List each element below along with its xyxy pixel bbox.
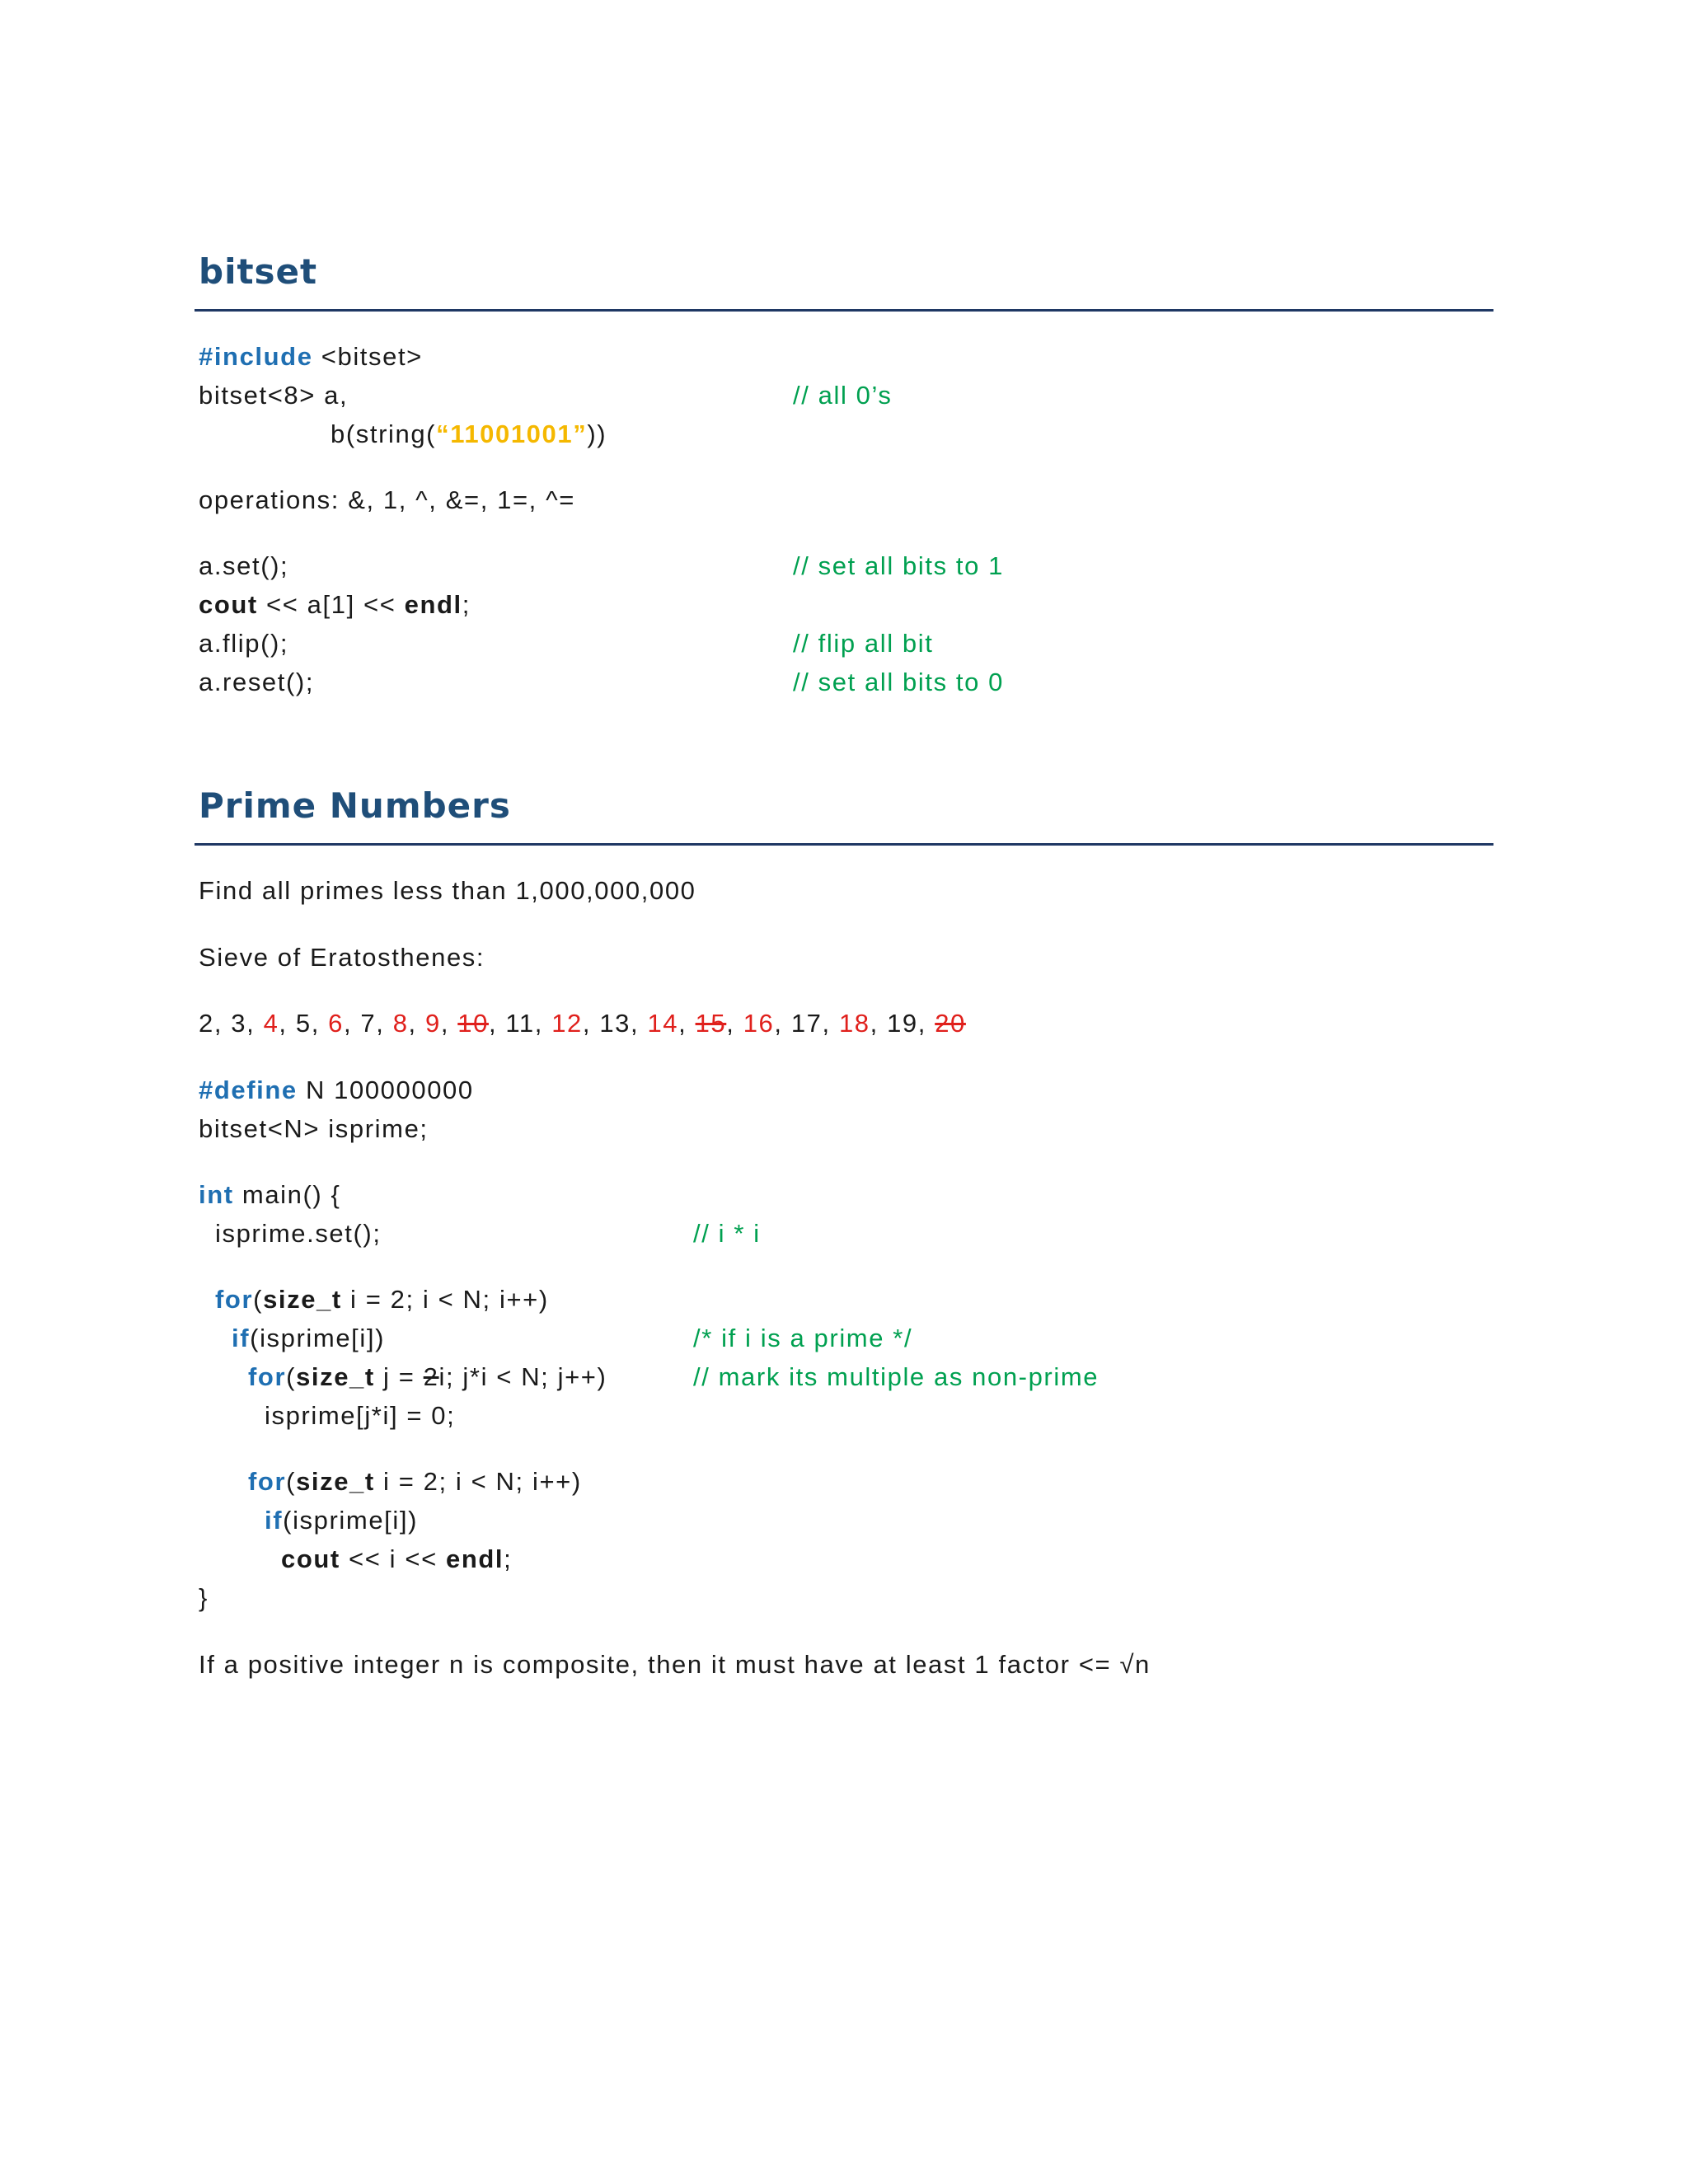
code-line-flip: a.flip(); [199,629,289,658]
code-line-cout [199,588,471,621]
sieve-number: 9 [424,1009,441,1038]
code-comment: // mark its multiple as non-prime [693,1362,1100,1391]
code-line-set: a.set(); [199,551,289,580]
code-line-define [199,1074,474,1107]
keyword: endl [446,1544,504,1573]
keyword: int [199,1180,234,1209]
sieve-separator: , [440,1009,458,1038]
sieve-separator: , [534,1009,552,1038]
sieve-number: 11 [505,1009,535,1038]
code-line-if [232,1322,385,1355]
code-line-include [199,340,423,373]
code-text: )) [587,419,607,448]
sieve-separator: , [631,1009,648,1038]
sieve-number: 7 [360,1009,377,1038]
conclusion-text: If a positive integer n is composite, then it must have at least 1 factor <= √n [199,1650,1151,1679]
section-rule [195,843,1493,846]
section-heading-prime-numbers: Prime Numbers [199,785,511,826]
sieve-number: 12 [551,1009,583,1038]
sieve-separator: , [246,1009,264,1038]
sieve-number: 6 [328,1009,344,1038]
sieve-separator: , [917,1009,935,1038]
keyword: if [265,1506,284,1535]
keyword: endl [404,590,462,619]
sieve-separator: , [279,1009,296,1038]
keyword: for [215,1285,254,1314]
code-line-assign: isprime[j*i] = 0; [265,1401,456,1430]
sieve-separator: , [678,1009,696,1038]
code-text: ; [462,590,471,619]
sieve-number: 19 [887,1009,918,1038]
code-line-reset: a.reset(); [199,668,315,696]
string-literal: “11001001” [436,419,588,448]
sieve-number: 14 [647,1009,679,1038]
sieve-number: 18 [838,1009,870,1038]
code-line-for-inner: for(size_t j = 2i; j*i < N; j++) [248,1362,607,1391]
sieve-separator: , [311,1009,329,1038]
sieve-number: 13 [599,1009,631,1038]
code-text: i = 2; i < N; i++) [374,1467,582,1496]
code-comment: // i * i [693,1219,761,1248]
sieve-separator: , [213,1009,232,1038]
sieve-number: 16 [743,1009,775,1038]
code-text: i = 2; i < N; i++) [341,1285,549,1314]
sieve-number: 10 [457,1009,489,1038]
sieve-number: 2 [199,1009,214,1038]
sieve-number: 4 [263,1009,279,1038]
code-line-b [331,418,607,451]
sieve-number: 15 [695,1009,727,1038]
sieve-label: Sieve of Eratosthenes: [199,943,485,972]
sieve-number: 3 [231,1009,247,1038]
keyword: cout [281,1544,340,1573]
code-line-for-print: for(size_t i = 2; i < N; i++) [248,1467,582,1496]
keyword: for [248,1362,287,1391]
code-text: j = [374,1362,424,1391]
keyword: size_t [296,1467,375,1496]
keyword: size_t [296,1362,375,1391]
code-line-isprime-set: isprime.set(); [215,1219,382,1248]
code-text: << i << [340,1544,446,1573]
sieve-separator: , [822,1009,839,1038]
code-comment: // flip all bit [793,629,934,658]
code-line-close-brace: } [199,1583,209,1612]
struck-text: 2 [423,1362,439,1391]
code-comment: // set all bits to 0 [793,668,1004,696]
code-text: main() { [233,1180,341,1209]
section-rule [195,309,1493,312]
code-line-decl: bitset<8> a, [199,381,349,410]
sieve-number: 20 [935,1009,966,1038]
code-text: i; j*i < N; j++) [438,1362,607,1391]
section-heading-bitset: bitset [199,251,318,292]
code-text: ; [504,1544,513,1573]
sieve-separator: , [376,1009,393,1038]
code-text: b(string( [331,419,437,448]
code-line-bitset-decl: bitset<N> isprime; [199,1114,429,1143]
keyword: if [232,1324,251,1352]
sieve-separator: , [408,1009,425,1038]
code-line-main [199,1179,341,1212]
sieve-separator: , [870,1009,888,1038]
keyword: #include [199,342,313,371]
sieve-separator: , [774,1009,791,1038]
sieve-separator: , [343,1009,361,1038]
code-line-if-print [265,1504,418,1537]
code-comment: // all 0’s [793,381,893,410]
sieve-separator: , [582,1009,600,1038]
sieve-number: 17 [790,1009,823,1038]
code-comment: // set all bits to 1 [793,551,1004,580]
code-line-cout-print [281,1543,512,1576]
sieve-separator: , [488,1009,506,1038]
code-text: N 100000000 [297,1076,474,1104]
code-text: (isprime[i]) [250,1324,386,1352]
keyword: cout [199,590,258,619]
keyword: size_t [263,1285,342,1314]
keyword: #define [199,1076,298,1104]
sieve-number: 5 [295,1009,312,1038]
code-text: << a[1] << [257,590,405,619]
code-line-for-outer: for(size_t i = 2; i < N; i++) [215,1285,549,1314]
keyword: for [248,1467,287,1496]
sieve-number-sequence [199,1007,966,1040]
code-text: <bitset> [312,342,423,371]
operations-line: operations: &, 1, ^, &=, 1=, ^= [199,485,575,514]
code-comment: /* if i is a prime */ [693,1324,913,1352]
sieve-number: 8 [392,1009,409,1038]
code-text: (isprime[i]) [283,1506,419,1535]
sieve-separator: , [726,1009,743,1038]
find-text: Find all primes less than 1,000,000,000 [199,876,696,905]
